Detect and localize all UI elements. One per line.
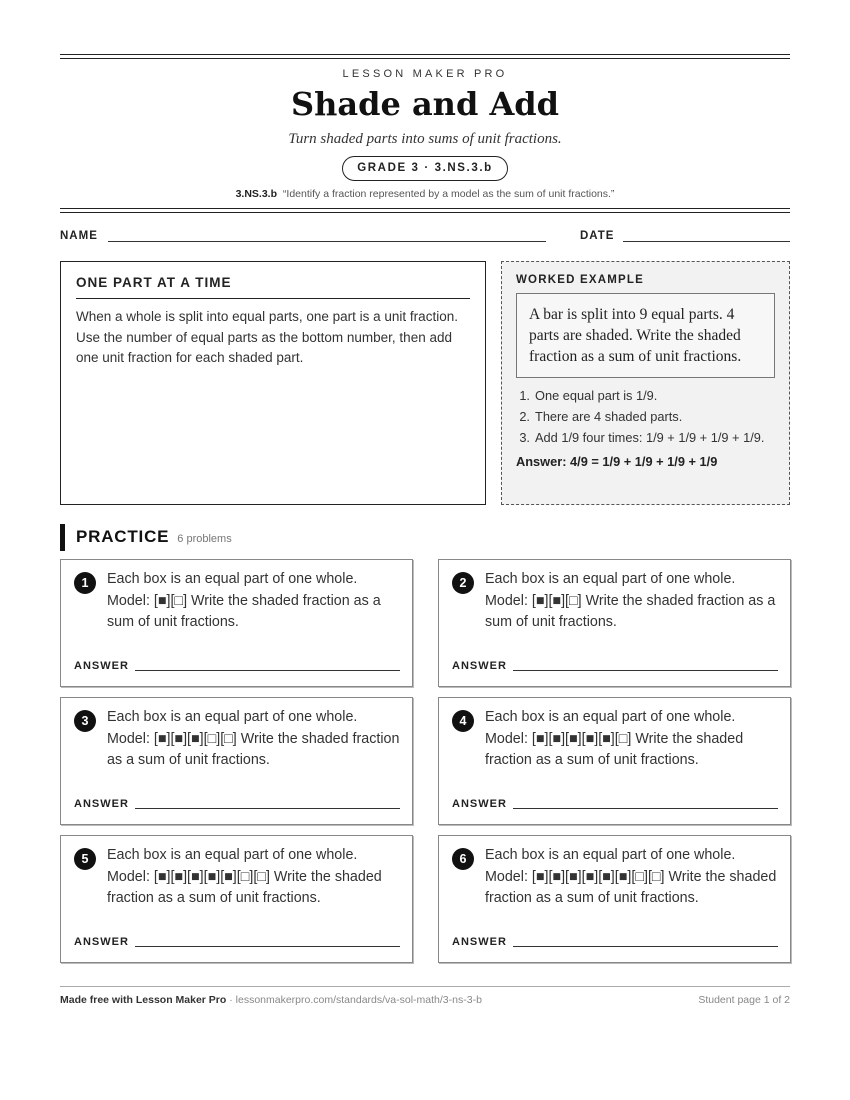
worksheet-title: Shade and Add bbox=[290, 85, 560, 123]
worked-example-box bbox=[501, 261, 790, 505]
answer-field[interactable] bbox=[135, 808, 400, 809]
problem-card-4 bbox=[438, 697, 791, 825]
problem-number-badge: 1 bbox=[74, 572, 96, 594]
worked-example-prompt: A bar is split into 9 equal parts. 4 parts are shaded. Write the shaded fraction as a sum of unit fractions. bbox=[516, 293, 775, 378]
header-double-rule bbox=[60, 208, 790, 213]
problem-text: Each box is an equal part of one whole. Model: [■][■][□] Write the shaded fraction as a sum of unit fractions. bbox=[485, 571, 776, 630]
worksheet-header bbox=[60, 66, 790, 201]
problem-text: Each box is an equal part of one whole. Model: [■][■][■][■][■][□] Write the shaded fraction as a sum of unit fractions. bbox=[485, 709, 744, 768]
standard-line bbox=[60, 187, 790, 201]
worked-example-answer: Answer: 4/9 = 1/9 + 1/9 + 1/9 + 1/9 bbox=[516, 454, 718, 469]
problem-card-3 bbox=[60, 697, 413, 825]
practice-heading bbox=[60, 524, 232, 551]
problem-card-1 bbox=[60, 559, 413, 687]
answer-label: ANSWER bbox=[452, 798, 507, 810]
name-label: NAME bbox=[60, 230, 98, 242]
grade-badge: GRADE 3 · 3.NS.3.b bbox=[342, 156, 508, 181]
practice-title: PRACTICE bbox=[76, 527, 170, 546]
footer bbox=[60, 994, 790, 1006]
intro-heading: ONE PART AT A TIME bbox=[76, 275, 470, 299]
answer-label: ANSWER bbox=[74, 798, 129, 810]
footer-rule bbox=[60, 986, 790, 987]
answer-field[interactable] bbox=[135, 946, 400, 947]
name-field[interactable] bbox=[108, 241, 546, 242]
problem-number-badge: 2 bbox=[452, 572, 474, 594]
brand-name: LESSON MAKER PRO bbox=[342, 68, 508, 80]
problem-text: Each box is an equal part of one whole. Model: [■][■][■][■][■][■][□][□] Write the shaded fraction as a sum of unit fractions. bbox=[485, 847, 777, 906]
date-label: DATE bbox=[580, 230, 615, 242]
date-field[interactable] bbox=[623, 241, 790, 242]
problem-card-5 bbox=[60, 835, 413, 963]
standard-code: 3.NS.3.b bbox=[235, 188, 277, 200]
problem-number-badge: 6 bbox=[452, 848, 474, 870]
answer-field[interactable] bbox=[513, 808, 778, 809]
answer-label: ANSWER bbox=[74, 660, 129, 672]
step-item: 3. Add 1/9 four times: 1/9 + 1/9 + 1/9 + 1/9. bbox=[519, 430, 765, 445]
worked-example-steps bbox=[516, 385, 775, 448]
problem-card-2 bbox=[438, 559, 791, 687]
problem-text: Each box is an equal part of one whole. Model: [■][■][■][□][□] Write the shaded fraction as a sum of unit fractions. bbox=[107, 709, 400, 768]
answer-label: ANSWER bbox=[74, 936, 129, 948]
answer-field[interactable] bbox=[513, 946, 778, 947]
intro-box bbox=[60, 261, 486, 505]
practice-count: 6 problems bbox=[177, 533, 232, 545]
step-item: 1. One equal part is 1/9. bbox=[519, 388, 658, 403]
footer-url[interactable]: · lessonmakerpro.com/standards/va-sol-math/3-ns-3-b bbox=[226, 994, 482, 1006]
footer-page-number: Student page 1 of 2 bbox=[698, 994, 790, 1006]
intro-body: When a whole is split into equal parts, one part is a unit fraction. Use the number of equal parts as the bottom number, then add one unit fraction for each shaded part. bbox=[76, 309, 458, 365]
worked-example-heading: WORKED EXAMPLE bbox=[516, 274, 644, 286]
step-item: 2. There are 4 shaded parts. bbox=[519, 409, 683, 424]
problem-number-badge: 3 bbox=[74, 710, 96, 732]
footer-made-with: Made free with Lesson Maker Pro bbox=[60, 994, 227, 1006]
problem-number-badge: 4 bbox=[452, 710, 474, 732]
problem-card-6 bbox=[438, 835, 791, 963]
problem-text: Each box is an equal part of one whole. Model: [■][□] Write the shaded fraction as a sum of unit fractions. bbox=[107, 571, 381, 630]
answer-field[interactable] bbox=[135, 670, 400, 671]
answer-label: ANSWER bbox=[452, 660, 507, 672]
answer-field[interactable] bbox=[513, 670, 778, 671]
answer-label: ANSWER bbox=[452, 936, 507, 948]
problem-number-badge: 5 bbox=[74, 848, 96, 870]
standard-text: “Identify a fraction represented by a model as the sum of unit fractions.” bbox=[282, 188, 615, 200]
problem-text: Each box is an equal part of one whole. Model: [■][■][■][■][■][□][□] Write the shaded fraction as a sum of unit fractions. bbox=[107, 847, 382, 906]
student-info-row bbox=[60, 229, 790, 245]
top-double-rule bbox=[60, 54, 790, 59]
worksheet-subtitle: Turn shaded parts into sums of unit fractions. bbox=[288, 131, 562, 147]
